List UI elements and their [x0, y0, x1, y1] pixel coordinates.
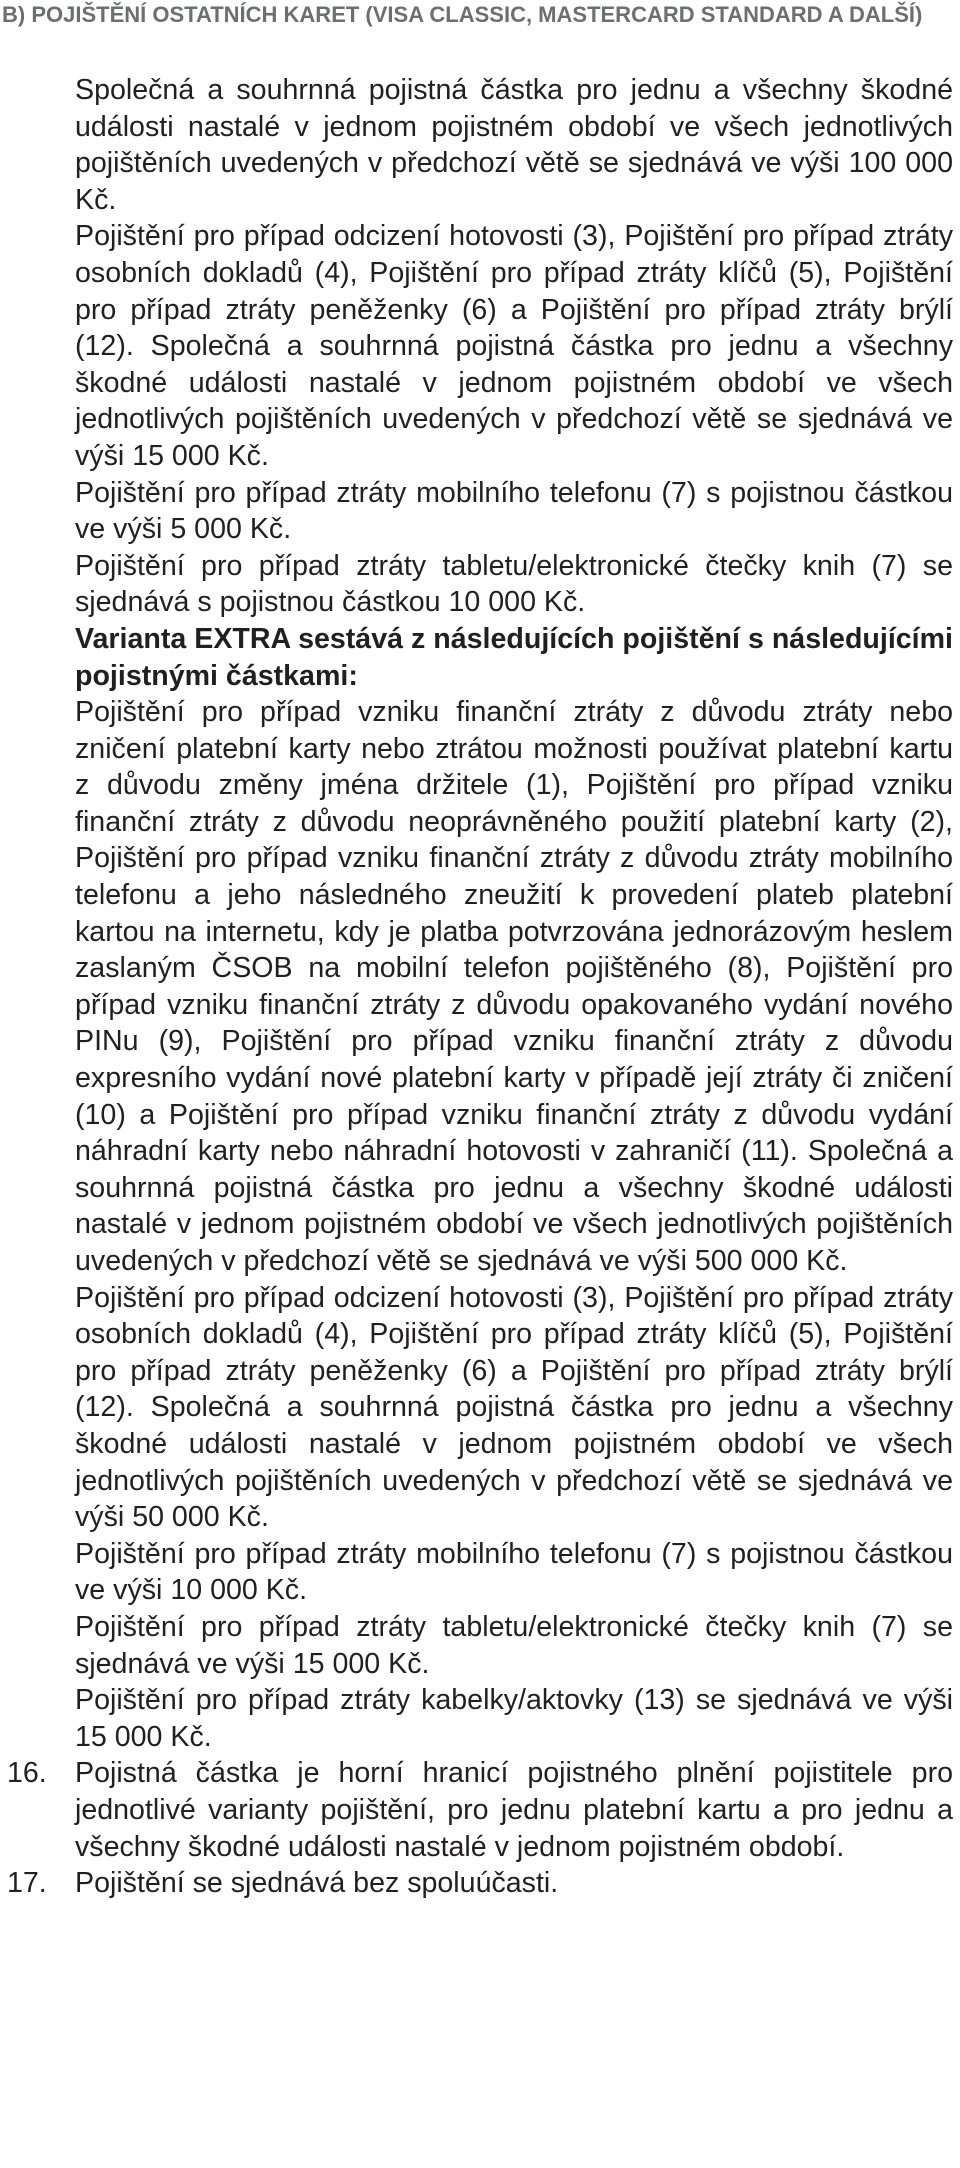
document-body	[7, 72, 953, 1902]
item-text: Pojištění se sjednává bez spoluúčasti.	[75, 1867, 559, 1900]
paragraph: Pojištění pro případ ztráty kabelky/aktovky (13) se sjednává ve výši 15 000 Kč.	[75, 1684, 953, 1753]
paragraph: Pojištění pro případ odcizení hotovosti (3), Pojištění pro případ ztráty osobních dokladů (4), Pojištění pro případ ztráty klíčů (5), Pojištění pro případ ztráty peněženky (6) a Pojištění pro případ ztráty brýlí (12). Společná a souhrnná pojistná částka pro jednu a všechny škodné události nastalé v jednom pojistném období ve všech jednotlivých pojištěních uvedených v předchozí větě se sjednává ve výši 50 000 Kč.	[75, 1281, 953, 1534]
paragraph: Pojištění pro případ ztráty mobilního telefonu (7) s pojistnou částkou ve výši 10 000 Kč.	[75, 1537, 953, 1607]
item-text: Pojistná částka je horní hranicí pojistného plnění pojistitele pro jednotlivé varianty pojištění, pro jednu platební kartu a pro jednu a všechny škodné události nastalé v jednom pojistném období.	[75, 1757, 953, 1863]
paragraph: Pojištění pro případ ztráty mobilního telefonu (7) s pojistnou částkou ve výši 5 000 Kč.	[75, 476, 953, 546]
paragraph: Pojištění pro případ odcizení hotovosti (3), Pojištění pro případ ztráty osobních dokladů (4), Pojištění pro případ ztráty klíčů (5), Pojištění pro případ ztráty peněženky (6) a Pojištění pro případ ztráty brýlí (12). Společná a souhrnná pojistná částka pro jednu a všechny škodné události nastalé v jednom pojistném období ve všech jednotlivých pojištěních uvedených v předchozí větě se sjednává ve výši 15 000 Kč.	[75, 220, 953, 472]
paragraph: Pojištění pro případ vzniku finanční ztráty z důvodu ztráty nebo zničení platební karty nebo ztrátou možnosti používat platební kartu z důvodu změny jména držitele (1), Pojištění pro případ vzniku finanční ztráty z důvodu neoprávněného použití platební karty (2), Pojištění pro případ vzniku finanční ztráty z důvodu ztráty mobilního telefonu a jeho následného zneužití k provedení plateb platební kartou na internetu, kdy je platba potvrzována jednorázovým heslem zaslaným ČSOB na mobilní telefon pojištěného (8), Pojištění pro případ vzniku finanční ztráty z důvodu opakovaného vydání nového PINu (9), Pojištění pro případ vzniku finanční ztráty z důvodu expresního vydání nové platební karty v případě její ztráty či zničení (10) a Pojištění pro případ vzniku finanční ztráty z důvodu vydání náhradní karty nebo náhradní hotovosti v zahraničí (11). Společná a souhrnná pojistná částka pro jednu a všechny škodné události nastalé v jednom pojistném období ve všech jednotlivých pojištěních uvedených v předchozí větě se sjednává ve výši 500 000 Kč.	[75, 696, 953, 1277]
paragraph: Pojištění pro případ ztráty tabletu/elektronické čtečky knih (7) se sjednává ve výši 15 000 Kč.	[75, 1610, 953, 1680]
paragraph: Pojištění pro případ ztráty tabletu/elektronické čtečky knih (7) se sjednává s pojistnou částkou 10 000 Kč.	[75, 549, 953, 619]
numbered-item-17	[7, 1865, 953, 1902]
item-number: 17.	[7, 1867, 47, 1900]
variant-extra-heading: Varianta EXTRA sestává z následujících pojištění s následujícími pojistnými částkami:	[75, 622, 953, 692]
item-number: 16.	[7, 1757, 47, 1790]
numbered-item-16	[7, 1755, 953, 1865]
paragraph: Společná a souhrnná pojistná částka pro jednu a všechny škodné události nastalé v jednom pojistném období ve všech jednotlivých pojištěních uvedených v předchozí větě se sjednává ve výši 100 000 Kč.	[75, 74, 953, 216]
section-header: B) POJIŠTĚNÍ OSTATNÍCH KARET (VISA CLASSIC, MASTERCARD STANDARD A DALŠÍ)	[2, 2, 923, 27]
